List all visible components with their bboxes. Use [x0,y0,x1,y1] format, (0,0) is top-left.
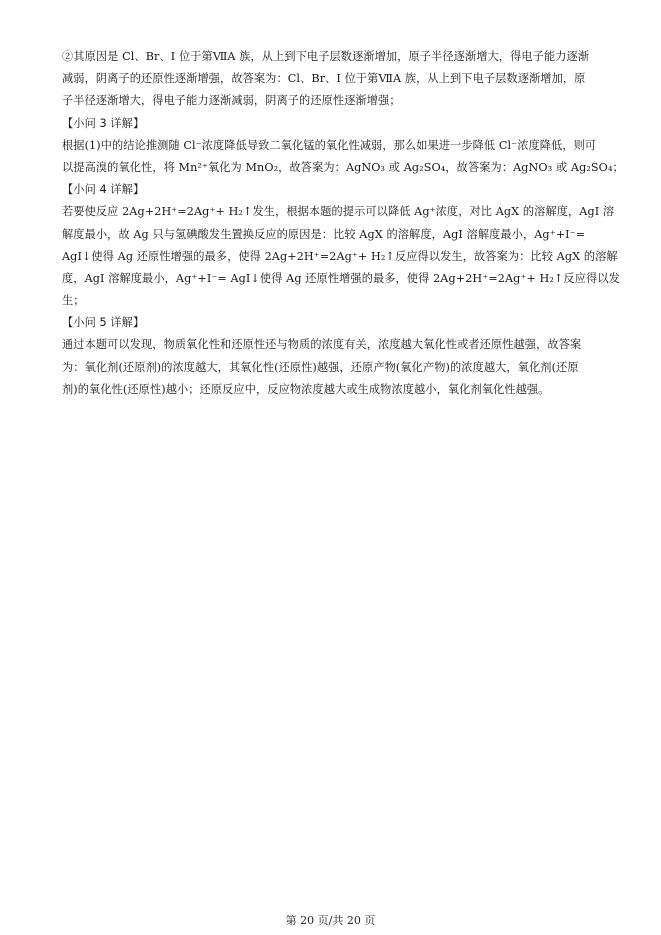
page-number: 第 20 页/共 20 页 [285,914,376,927]
text-line: 根据(1)中的结论推测随 Cl⁻浓度降低导致二氧化锰的氧化性减弱，那么如果进一步降低 Cl⁻浓度降低，则可 [62,138,597,152]
text-line: 度，AgI 溶解度最小，Ag⁺+I⁻= AgI↓使得 Ag 还原性增强的最多，使得 2Ag+2H⁺=2Ag⁺+ H₂↑反应得以发 [62,271,620,285]
text-line: ②其原因是 Cl、Br、I 位于第ⅦA 族，从上到下电子层数逐渐增加，原子半径逐渐增大，得电子能力逐渐 [62,50,590,63]
text-line: 剂)的氧化性(还原性)越小；还原反应中，反应物浓度越大或生成物浓度越小，氧化剂氧化性越强。 [62,382,550,396]
text-line: 减弱，阴离子的还原性逐渐增强，故答案为：Cl、Br、I 位于第ⅦA 族，从上到下电子层数逐渐增加，原 [62,72,586,86]
text-line: 以提高溴的氧化性，将 Mn²⁺氧化为 MnO₂，故答案为：AgNO₃ 或 Ag₂SO₄，故答案为：AgNO₃ 或 Ag₂SO₄； [62,160,624,174]
text-line: 若要使反应 2Ag+2H⁺=2Ag⁺+ H₂↑发生，根据本题的提示可以降低 Ag⁺浓度，对比 AgX 的溶解度，AgI 溶 [62,205,615,219]
text-line: 生； [62,294,85,308]
text-line: 通过本题可以发现，物质氧化性和还原性还与物质的浓度有关，浓度越大氧化性或者还原性越强，故答案 [62,338,582,352]
section-heading-q5: 【小问 5 详解】 [62,316,145,330]
section-heading-q4: 【小问 4 详解】 [62,183,145,197]
text-line: AgI↓使得 Ag 还原性增强的最多，使得 2Ag+2H⁺=2Ag⁺+ H₂↑反应得以发生，故答案为：比较 AgX 的溶解 [62,249,618,263]
text-line: 为：氧化剂(还原剂)的浓度越大，其氧化性(还原性)越强，还原产物(氧化产物)的浓度越大，氧化剂(还原 [62,360,579,374]
section-heading-q3: 【小问 3 详解】 [62,116,145,130]
text-line: 子半径逐渐增大，得电子能力逐渐减弱，阴离子的还原性逐渐增强； [62,94,401,108]
answer-body [62,46,624,401]
text-line: 解度最小，故 Ag 只与氢碘酸发生置换反应的原因是：比较 AgX 的溶解度，AgI 溶解度最小，Ag⁺+I⁻= [62,227,586,241]
